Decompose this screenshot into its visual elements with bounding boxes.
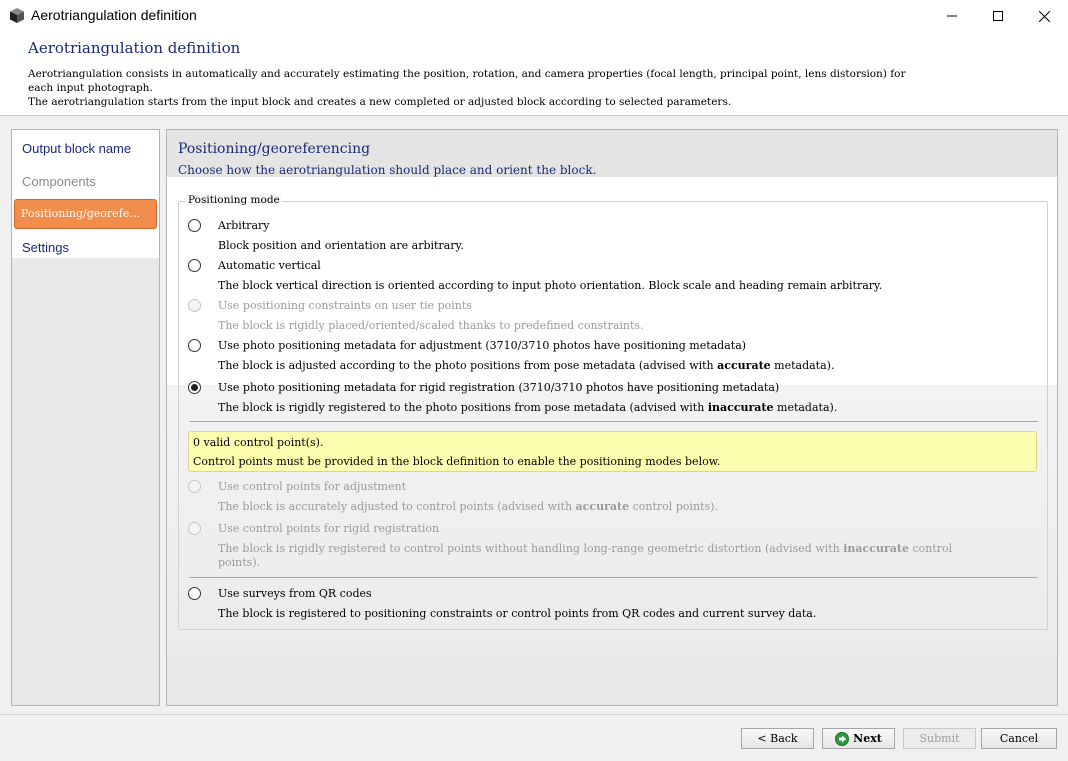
option-desc: Block position and orientation are arbitrary. (218, 239, 464, 252)
group-legend: Positioning mode (188, 194, 280, 206)
step-output-block-name[interactable]: Output block name (22, 141, 132, 156)
radio-metadata-adjustment[interactable] (188, 339, 201, 352)
title-bar (0, 0, 1068, 32)
maximize-button[interactable] (975, 0, 1021, 32)
option-label-metadata-adjustment[interactable]: Use photo positioning metadata for adjustment (3710/3710 photos have positioning metadata) (218, 339, 747, 352)
option-label-control-points-rigid: Use control points for rigid registration (218, 522, 440, 535)
footer-divider (0, 714, 1068, 715)
header-desc-line: each input photograph. (28, 82, 153, 94)
option-label-user-tie-points: Use positioning constraints on user tie points (218, 299, 472, 312)
option-label-qr-surveys[interactable]: Use surveys from QR codes (218, 587, 372, 600)
app-cube-icon (10, 8, 24, 23)
minimize-button[interactable] (929, 0, 975, 32)
radio-metadata-rigid-registration[interactable] (188, 381, 201, 394)
header-desc-line: Aerotriangulation consists in automatically and accurately estimating the position, rotation, and camera properties (focal length, principal point, lens distorsion) for (28, 68, 906, 80)
close-icon (1039, 11, 1050, 22)
radio-arbitrary[interactable] (188, 219, 201, 232)
header-description (28, 67, 1048, 109)
notice-line: Control points must be provided in the block definition to enable the positioning modes below. (193, 455, 721, 468)
wizard-steps-sidebar (11, 129, 160, 706)
option-label-metadata-rigid-registration[interactable]: Use photo positioning metadata for rigid registration (3710/3710 photos have positioning metadata) (218, 381, 780, 394)
minimize-icon (947, 11, 957, 21)
option-desc: The block is accurately adjusted to control points (advised with accurate control points). (218, 500, 718, 513)
option-desc: The block is rigidly registered to the photo positions from pose metadata (advised with inaccurate metadata). (218, 401, 838, 414)
option-label-automatic-vertical[interactable]: Automatic vertical (218, 259, 321, 272)
back-button[interactable]: < Back (741, 728, 814, 749)
separator (189, 577, 1038, 578)
radio-control-points-rigid (188, 522, 201, 535)
separator (189, 421, 1038, 422)
wizard-header (0, 32, 1068, 116)
cancel-button[interactable]: Cancel (981, 728, 1057, 749)
step-components: Components (22, 174, 96, 189)
option-label-control-points-adjustment: Use control points for adjustment (218, 480, 406, 493)
next-button[interactable]: Next (822, 728, 895, 749)
maximize-icon (993, 11, 1003, 21)
option-desc: The block is rigidly placed/oriented/scaled thanks to predefined constraints. (218, 319, 644, 332)
header-title: Aerotriangulation definition (28, 39, 241, 57)
section-title: Positioning/georeferencing (178, 141, 371, 157)
option-label-arbitrary[interactable]: Arbitrary (218, 219, 270, 232)
option-desc: The block vertical direction is oriented according to input photo orientation. Block scale and heading remain arbitrary. (218, 279, 883, 292)
control-points-notice (188, 431, 1037, 472)
radio-automatic-vertical[interactable] (188, 259, 201, 272)
option-desc: The block is registered to positioning constraints or control points from QR codes and current survey data. (218, 607, 817, 620)
option-desc-continued: points). (218, 556, 261, 569)
header-desc-line: The aerotriangulation starts from the input block and creates a new completed or adjusted block according to selected parameters. (28, 96, 732, 108)
window-title: Aerotriangulation definition (31, 7, 197, 23)
step-positioning-georeferencing[interactable]: Positioning/georefe… (14, 199, 157, 229)
submit-button: Submit (903, 728, 976, 749)
close-button[interactable] (1021, 0, 1067, 32)
option-desc: The block is rigidly registered to control points without handling long-range geometric distortion (advised with inaccurate control (218, 542, 953, 555)
notice-line: 0 valid control point(s). (193, 436, 324, 449)
radio-user-tie-points (188, 299, 201, 312)
positioning-mode-group (178, 201, 1048, 630)
arrow-right-circle-icon (835, 732, 849, 746)
positioning-panel (166, 129, 1058, 706)
option-desc: The block is adjusted according to the photo positions from pose metadata (advised with accurate metadata). (218, 359, 835, 372)
radio-control-points-adjustment (188, 480, 201, 493)
step-settings[interactable]: Settings (22, 240, 69, 255)
radio-qr-surveys[interactable] (188, 587, 201, 600)
section-subtitle: Choose how the aerotriangulation should place and orient the block. (178, 163, 597, 177)
